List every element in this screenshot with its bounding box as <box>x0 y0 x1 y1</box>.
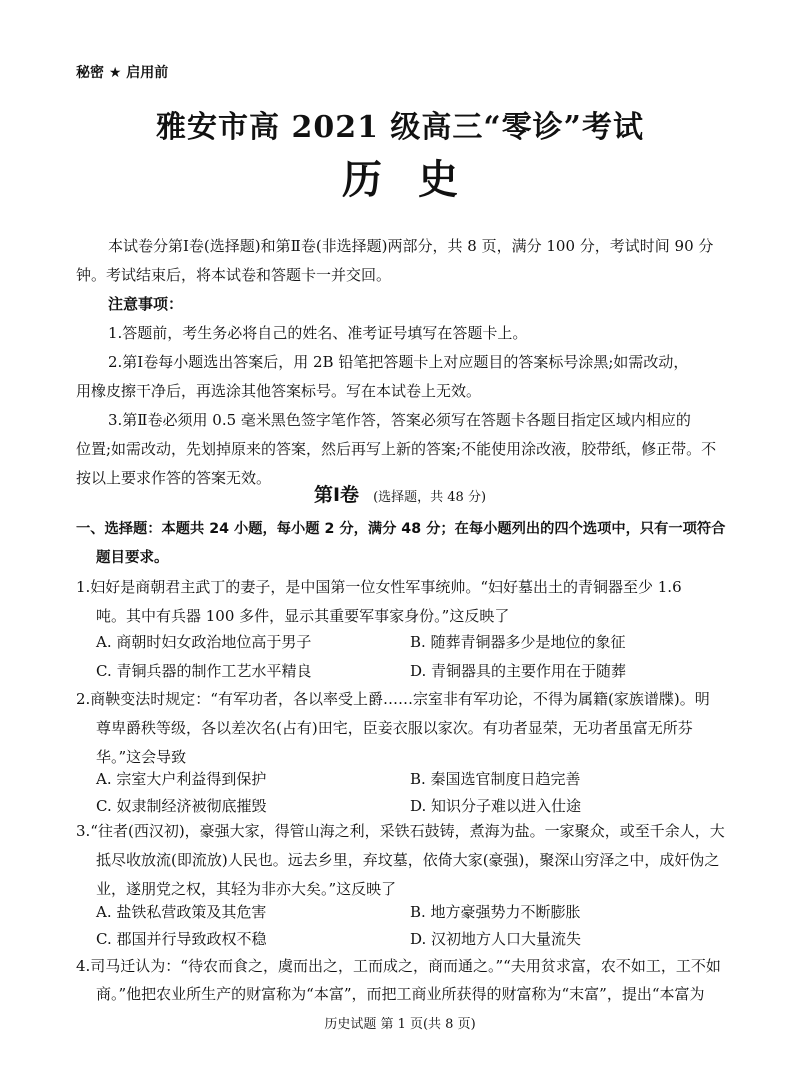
section-instructions-line-2: 题目要求。 <box>96 550 169 566</box>
question-1-option-b: B. 随葬青铜器多少是地位的象征 <box>410 633 626 651</box>
note-2-line-2: 用橡皮擦干净后，再选涂其他答案标号。写在本试卷上无效。 <box>76 382 482 400</box>
question-2-option-c: C. 奴隶制经济被彻底摧毁 <box>96 797 267 815</box>
notes-heading: 注意事项： <box>108 295 184 313</box>
section-header <box>0 480 800 507</box>
secret-label: 秘密 ★ 启用前 <box>76 65 169 81</box>
question-3-option-c: C. 郡国并行导致政权不稳 <box>96 930 267 948</box>
page-footer: 历史试题 第 1 页(共 8 页) <box>324 1017 476 1032</box>
question-4-line-1: 4.司马迁认为：“待农而食之，虞而出之，工而成之，商而通之。”“夫用贫求富，农不如工，工不如 <box>76 957 721 975</box>
question-2-line-1: 2.商鞅变法时规定：“有军功者，各以率受上爵……宗室非有军功论，不得为属籍(家族谱牒)。明 <box>76 690 710 708</box>
page-title: 雅安市高 2021 级高三“零诊”考试 <box>156 110 644 145</box>
question-1-option-c: C. 青铜兵器的制作工艺水平精良 <box>96 662 312 680</box>
subject-title: 历史 <box>342 156 494 203</box>
question-1-option-d: D. 青铜器具的主要作用在于随葬 <box>410 662 627 680</box>
question-2-option-b: B. 秦国选官制度日趋完善 <box>410 770 581 788</box>
note-3-line-1: 3.第Ⅱ卷必须用 0.5 毫米黑色签字笔作答，答案必须写在答题卡各题目指定区域内相应的 <box>108 411 691 429</box>
question-3-option-d: D. 汉初地方人口大量流失 <box>410 930 582 948</box>
intro-line-2: 钟。考试结束后，将本试卷和答题卡一并交回。 <box>76 266 392 284</box>
question-2-line-3: 华。”这会导致 <box>96 748 187 766</box>
question-1-line-1: 1.妇好是商朝君主武丁的妻子，是中国第一位女性军事统帅。“妇好墓出土的青铜器至少 1.6 <box>76 578 682 596</box>
question-3-option-b: B. 地方豪强势力不断膨胀 <box>410 903 581 921</box>
question-2-option-a: A. 宗室大户利益得到保护 <box>96 770 267 788</box>
section-subtitle: (选择题，共 48 分) <box>373 490 487 505</box>
question-4-line-2: 商。”他把农业所生产的财富称为“本富”，而把工商业所获得的财富称为“末富”，提出“本富为 <box>96 985 705 1003</box>
question-1-option-a: A. 商朝时妇女政治地位高于男子 <box>96 633 312 651</box>
question-3-line-2: 抵尽收放流(即流放)人民也。远去乡里，弃坟墓，依倚大家(豪强)，聚深山穷泽之中，成奸伪之 <box>96 851 720 869</box>
section-instructions-line-1: 一、选择题：本题共 24 小题，每小题 2 分，满分 48 分；在每小题列出的四个选项中，只有一项符合 <box>76 521 726 537</box>
question-3-line-3: 业，遂朋党之权，其轻为非亦大矣。”这反映了 <box>96 880 397 898</box>
question-2-line-2: 尊卑爵秩等级，各以差次名(占有)田宅，臣妾衣服以家次。有功者显荣，无功者虽富无所芬 <box>96 719 693 737</box>
section-title: 第Ⅰ卷 <box>313 484 360 506</box>
question-3-line-1: 3.“往者(西汉初)，豪强大家，得管山海之利，采铁石鼓铸，煮海为盐。一家聚众，或至千余人，大 <box>76 822 725 840</box>
note-2-line-1: 2.第Ⅰ卷每小题选出答案后，用 2B 铅笔把答题卡上对应题目的答案标号涂黑;如需改动， <box>108 353 689 371</box>
note-3-line-3: 按以上要求作答的答案无效。 <box>76 469 272 487</box>
question-1-line-2: 吨。其中有兵器 100 多件，显示其重要军事家身份。”这反映了 <box>96 607 510 625</box>
question-3-option-a: A. 盐铁私营政策及其危害 <box>96 903 267 921</box>
note-3-line-2: 位置;如需改动，先划掉原来的答案，然后再写上新的答案;不能使用涂改液，胶带纸，修正带。不 <box>76 440 717 458</box>
note-1: 1.答题前，考生务必将自己的姓名、准考证号填写在答题卡上。 <box>108 324 528 342</box>
question-2-option-d: D. 知识分子难以进入仕途 <box>410 797 582 815</box>
intro-line-1: 本试卷分第Ⅰ卷(选择题)和第Ⅱ卷(非选择题)两部分，共 8 页，满分 100 分，考试时间 90 分 <box>108 237 714 255</box>
